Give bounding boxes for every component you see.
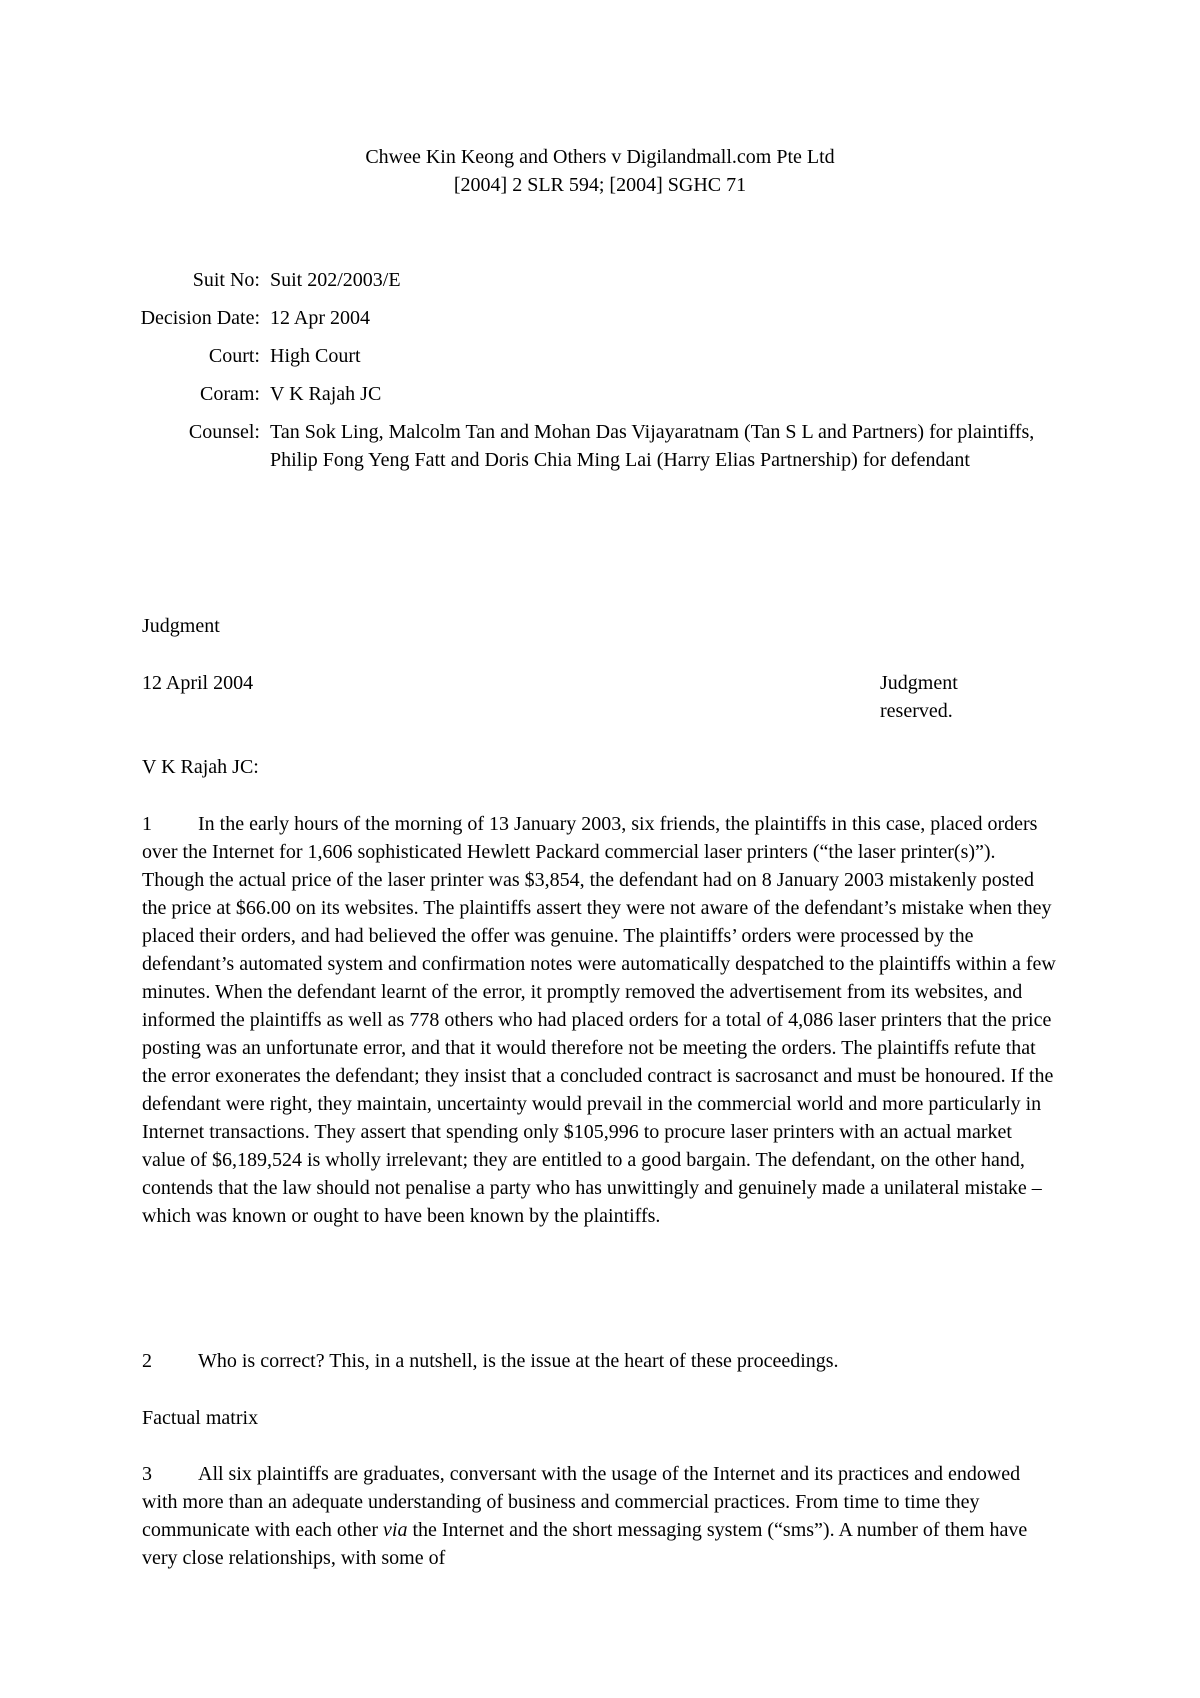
paragraph-number: 3 <box>142 1463 152 1485</box>
suit-label: Suit No: <box>192 269 260 291</box>
paragraph-text: All six plaintiffs are graduates, conversant with the usage of the Internet and its practices and endowed with more than an adequate understanding of business and commercial practices. From time to time they communicate with each other <box>142 1463 1021 1541</box>
counsel-row <box>140 418 1080 474</box>
section-heading-factual-matrix: Factual matrix <box>142 1407 259 1429</box>
counsel-value: Tan Sok Ling, Malcolm Tan and Mohan Das Vijayaratnam (Tan S L and Partners) for plaintiffs, Philip Fong Yeng Fatt and Doris Chia Ming Lai (Harry Elias Partnership) for defendant <box>270 421 1035 471</box>
case-metadata <box>140 266 1080 484</box>
paragraph-number: 1 <box>142 813 152 835</box>
court-value: High Court <box>270 345 361 367</box>
coram-value: V K Rajah JC <box>270 383 382 405</box>
counsel-label: Counsel: <box>188 421 260 443</box>
coram-label: Coram: <box>200 383 260 405</box>
italic-text: via <box>383 1519 408 1541</box>
court-row <box>140 342 1080 370</box>
paragraph-text: In the early hours of the morning of 13 January 2003, six friends, the plaintiffs in this case, placed orders over the Internet for 1,606 sophisticated Hewlett Packard commercial laser printers (“the laser printer(s)”). Though the actual price of the laser printer was $3,854, the defendant had on 8 January 2003 mistakenly posted the price at $66.00 on its websites. The plaintiffs assert they were not aware of the defendant’s mistake when they placed their orders, and had believed the offer was genuine. The plaintiffs’ orders were processed by the defendant’s automated system and confirmation notes were automatically despatched to the plaintiffs within a few minutes. When the defendant learnt of the error, it promptly removed the advertisement from its websites, and informed the plaintiffs as well as 778 others who had placed orders for a total of 4,086 laser printers that the price posting was an unfortunate error, and that it would therefore not be meeting the orders. The plaintiffs refute that the error exonerates the defendant; they insist that a concluded contract is sacrosanct and must be honoured. If the defendant were right, they maintain, uncertainty would prevail in the commercial world and more particularly in Internet transactions. They assert that spending only $105,996 to procure laser printers with an actual market value of $6,189,524 is wholly irrelevant; they are entitled to a good bargain. The defendant, on the other hand, contends that the law should not penalise a party who has unwittingly and genuinely made a unilateral mistake – which was known or ought to have been known by the plaintiffs. <box>142 813 1056 1227</box>
suit-row <box>140 266 1080 294</box>
paragraph-number: 2 <box>142 1350 152 1372</box>
coram-row <box>140 380 1080 408</box>
judgment-heading: Judgment <box>142 615 220 637</box>
paragraph-1 <box>142 810 1057 1230</box>
decision-date-label: Decision Date: <box>140 307 260 329</box>
decision-date-row <box>140 304 1080 332</box>
case-title <box>0 143 1200 199</box>
judgment-status: Judgment reserved. <box>880 672 958 722</box>
case-citation: [2004] 2 SLR 594; [2004] SGHC 71 <box>453 174 747 196</box>
court-label: Court: <box>208 345 260 367</box>
paragraph-3 <box>142 1460 1057 1572</box>
judge-name: V K Rajah JC: <box>142 756 259 778</box>
case-name: Chwee Kin Keong and Others v Digilandmall.com Pte Ltd <box>365 146 835 168</box>
judgment-date: 12 April 2004 <box>142 672 254 694</box>
paragraph-text: Who is correct? This, in a nutshell, is the issue at the heart of these proceedings. <box>198 1350 839 1372</box>
paragraph-2 <box>142 1347 1057 1375</box>
decision-date-value: 12 Apr 2004 <box>270 307 370 329</box>
paragraph-text-continued: the Internet and the short messaging system (“sms”). A number of them have very close relationships, with some of <box>142 1519 1028 1569</box>
suit-value: Suit 202/2003/E <box>270 269 401 291</box>
